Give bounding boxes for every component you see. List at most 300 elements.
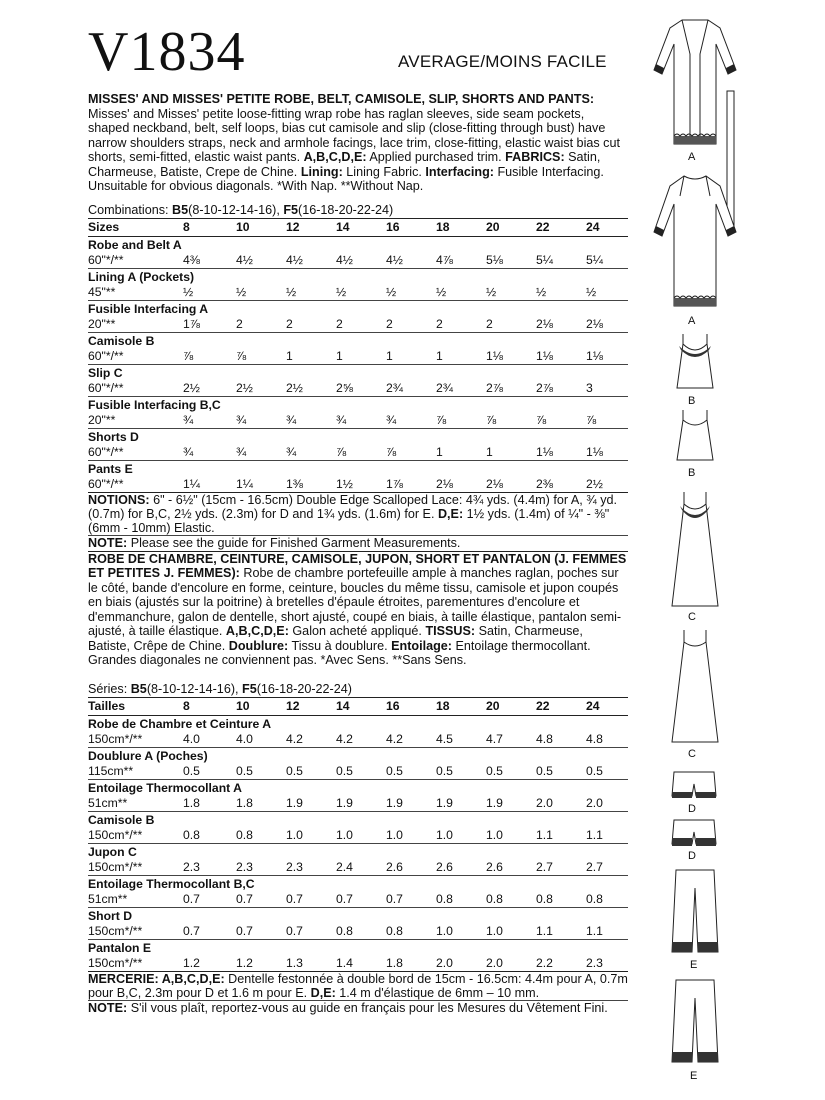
french-note: [88, 1000, 628, 1016]
yardage-cell: 4½: [236, 252, 253, 267]
figure-label: B: [688, 467, 696, 479]
yardage-row: [88, 764, 628, 780]
yardage-cell: 0.7: [236, 891, 253, 906]
yardage-cell: 0.5: [486, 763, 503, 778]
yardage-cell: ⅞: [586, 412, 597, 427]
yardage-row: [88, 828, 628, 844]
yardage-cell: 2.7: [536, 859, 553, 874]
fabric-width: 60"*/**: [88, 444, 124, 459]
yardage-cell: ⅞: [536, 412, 547, 427]
figure-label: A: [688, 151, 696, 163]
note-label: NOTE:: [88, 535, 128, 550]
fabric-group-label: Robe de Chambre et Ceinture A: [88, 716, 272, 731]
size-cell: 24: [586, 697, 628, 715]
notions-label: NOTIONS:: [88, 492, 150, 507]
yardage-cell: 2¾: [436, 380, 453, 395]
yardage-cell: 1.0: [486, 827, 503, 842]
yardage-cell: 2½: [236, 380, 253, 395]
fabric-group-label: Jupon C: [88, 843, 628, 860]
yardage-cell: ¾: [286, 412, 297, 427]
yardage-cell: ½: [386, 284, 397, 299]
size-cell: 16: [386, 218, 436, 236]
yardage-cell: 0.7: [183, 923, 200, 938]
yardage-cell: 4.0: [236, 731, 253, 746]
english-lining-label: Lining:: [300, 164, 343, 179]
french-lining-text: Tissu à doublure.: [291, 638, 388, 653]
fabric-width: 20"**: [88, 412, 116, 427]
yardage-cell: 1.0: [386, 827, 403, 842]
shorts-front-illustration: [670, 770, 718, 802]
yardage-cell: 1.4: [336, 956, 386, 972]
yardage-cell: ½: [183, 284, 194, 299]
french-trim-label: A,B,C,D,E:: [225, 624, 289, 638]
french-description: [88, 552, 628, 668]
french-fabrics-text: Satin, Charmeuse, Batiste, Crêpe de Chine.: [88, 624, 583, 653]
yardage-row: [88, 477, 628, 493]
yardage-row: [88, 349, 628, 365]
yardage-row: [88, 253, 628, 269]
english-lining-text: Lining Fabric.: [346, 164, 422, 179]
yardage-cell: 0.5: [586, 763, 603, 778]
yardage-row: [88, 381, 628, 397]
fabric-group-row: [88, 332, 628, 349]
figure-label: C: [688, 748, 696, 760]
yardage-cell: ½: [336, 284, 347, 299]
yardage-cell: ½: [236, 284, 247, 299]
camisole-plain-illustration: [665, 408, 725, 464]
yardage-cell: 1¼: [236, 477, 286, 493]
english-trim-label: A,B,C,D,E:: [303, 150, 367, 164]
yardage-cell: 4.2: [286, 731, 303, 746]
yardage-cell: 1⅛: [536, 444, 553, 459]
yardage-cell: 1⅞: [386, 477, 436, 493]
note-text: S'il vous plaît, reportez-vous au guide en français pour les Mesures du Vêtement Fini.: [130, 1000, 608, 1015]
notions-de-text: 1½ yds. (1.4m) of ¼" - ⅜" (6mm - 10mm) Elastic.: [88, 506, 610, 535]
figure-label: D: [688, 850, 696, 862]
yardage-cell: 0.7: [386, 891, 403, 906]
sizes-header-row: [88, 218, 628, 236]
yardage-cell: 2.7: [586, 859, 603, 874]
yardage-cell: 2.0: [586, 795, 603, 810]
french-description-text: Robe de chambre portefeuille ample à manches raglan, poches sur le côté, bande d'encolure en forme, ceinture, boucles du même tissu, camisole et jupon coupés en biais (ajustés sur la poitrine) à bretelles d'épaule étroites, parementures d'encolure et d'emmanchure, galon de dentelle, short ajusté, coupé en biais, à taille élastique, pantalon semi-ajusté, à taille élastique.: [88, 566, 622, 638]
yardage-cell: 1.1: [536, 827, 553, 842]
yardage-cell: 1.8: [236, 795, 253, 810]
combinations-label: Séries:: [88, 681, 128, 696]
combo-b5-sizes: (8-10-12-14-16),: [188, 202, 280, 217]
size-cell: 20: [486, 218, 536, 236]
size-cell: 16: [386, 697, 436, 715]
yardage-cell: 2.0: [436, 956, 486, 972]
fabric-width: 51cm**: [88, 795, 128, 810]
difficulty-label: AVERAGE/MOINS FACILE: [398, 52, 607, 71]
yardage-cell: 2: [336, 316, 343, 331]
fabric-width: 150cm*/**: [88, 956, 183, 972]
yardage-cell: 2: [486, 316, 493, 331]
yardage-row: [88, 956, 628, 972]
size-cell: 10: [236, 697, 286, 715]
yardage-cell: 2½: [183, 380, 200, 395]
yardage-cell: ½: [486, 284, 497, 299]
fabric-group-label: Shorts D: [88, 428, 628, 445]
fabric-group-label: Robe and Belt A: [88, 237, 182, 252]
size-cell: 10: [236, 218, 286, 236]
yardage-cell: 0.7: [236, 923, 253, 938]
yardage-cell: ⅞: [436, 412, 447, 427]
yardage-cell: ½: [586, 284, 597, 299]
notions-text: Dentelle festonnée à double bord de 15cm - 16.5cm: 4.4m pour A, 0.7m pour B,C, 2.3m pour D et 1.6 m pour E.: [88, 971, 628, 1000]
size-cell: 20: [486, 697, 536, 715]
yardage-cell: ⅞: [486, 412, 497, 427]
size-cell: 14: [336, 218, 386, 236]
size-cell: 8: [183, 697, 236, 715]
yardage-cell: 4.8: [536, 731, 553, 746]
yardage-cell: 5¼: [586, 252, 603, 267]
yardage-cell: ¾: [236, 412, 247, 427]
yardage-cell: 2¾: [386, 380, 403, 395]
yardage-cell: 1.0: [486, 923, 503, 938]
camisole-lace-illustration: [665, 332, 725, 392]
yardage-cell: 2⅛: [536, 316, 553, 331]
notions-text: 6" - 6½" (15cm - 16.5cm) Double Edge Scalloped Lace: 4¾ yds. (4.4m) for A, ¾ yd. (0.7m) for B,C, 2½ yds. (2.3m) for D and 1¾ yds. (1.6m) for E.: [88, 492, 618, 521]
yardage-cell: 0.5: [386, 763, 403, 778]
yardage-cell: 0.7: [286, 891, 303, 906]
fabric-width: 45"**: [88, 284, 116, 299]
notions-de-label: D,E:: [310, 985, 336, 1000]
size-cell: 22: [536, 218, 586, 236]
english-fabrics-text: Satin, Charmeuse, Batiste, Crepe de Chine.: [88, 150, 601, 179]
english-trim-text: Applied purchased trim.: [369, 150, 502, 164]
french-trim-text: Galon acheté appliqué.: [292, 624, 422, 638]
yardage-cell: 1: [386, 348, 393, 363]
yardage-cell: 2⅜: [536, 477, 586, 493]
pattern-number: V1834: [88, 21, 246, 83]
fabric-group-row: [88, 875, 628, 892]
fabric-group-row: [88, 811, 628, 828]
yardage-cell: 1⅜: [286, 477, 336, 493]
yardage-cell: 0.8: [236, 827, 253, 842]
yardage-row: [88, 892, 628, 908]
french-fabrics-label: TISSUS:: [425, 624, 476, 638]
yardage-cell: 4⅜: [183, 252, 200, 267]
fabric-group-label: Entoilage Thermocollant B,C: [88, 875, 628, 892]
yardage-cell: 0.7: [336, 891, 353, 906]
size-cell: 22: [536, 697, 586, 715]
yardage-cell: ¾: [236, 444, 247, 459]
yardage-cell: 1.0: [336, 827, 353, 842]
yardage-cell: 1⅛: [586, 444, 603, 459]
yardage-cell: 1.1: [586, 923, 603, 938]
yardage-cell: 1⅛: [486, 348, 503, 363]
fabric-group-row: [88, 364, 628, 381]
yardage-cell: 1.9: [336, 795, 353, 810]
yardage-cell: 2⅛: [586, 316, 603, 331]
fabric-group-row: [88, 843, 628, 860]
yardage-cell: ¾: [386, 412, 397, 427]
yardage-row: [88, 796, 628, 812]
yardage-cell: 4⅞: [436, 252, 453, 267]
yardage-cell: 1¼: [183, 477, 236, 493]
yardage-cell: 1.2: [183, 956, 236, 972]
yardage-cell: 4.0: [183, 731, 200, 746]
figure-label: D: [688, 803, 696, 815]
shorts-back-illustration: [670, 818, 718, 850]
size-cell: 12: [286, 218, 336, 236]
yardage-cell: 1.9: [386, 795, 403, 810]
fabric-group-label: Fusible Interfacing A: [88, 300, 628, 317]
fabric-group-row: [88, 939, 628, 956]
fabric-group-row: [88, 396, 628, 413]
yardage-cell: 0.8: [386, 923, 403, 938]
yardage-cell: ¾: [336, 412, 347, 427]
fabric-group-label: Camisole B: [88, 811, 628, 828]
yardage-cell: 2½: [286, 380, 303, 395]
combo-b5-code: B5: [172, 202, 189, 217]
fabric-group-row: [88, 268, 628, 285]
notions-de-label: D,E:: [437, 506, 464, 521]
fabric-width: 20"**: [88, 316, 116, 331]
robe-back-illustration: [650, 172, 740, 312]
yardage-cell: 2: [436, 316, 443, 331]
yardage-cell: 0.7: [286, 923, 303, 938]
yardage-cell: 0.8: [536, 891, 553, 906]
yardage-cell: 0.8: [586, 891, 603, 906]
fabric-width: 150cm*/**: [88, 827, 143, 842]
combo-f5-code: F5: [242, 681, 257, 696]
yardage-cell: 2.4: [336, 859, 353, 874]
figure-label: A: [688, 315, 696, 327]
fabric-group-row: [88, 747, 628, 764]
fabric-width: 60"*/**: [88, 477, 183, 493]
yardage-cell: 0.8: [183, 827, 200, 842]
yardage-cell: ½: [436, 284, 447, 299]
fabric-width: 150cm*/**: [88, 859, 143, 874]
fabric-width: 60"*/**: [88, 380, 124, 395]
pants-back-illustration: [670, 978, 720, 1066]
yardage-cell: 2.6: [486, 859, 503, 874]
yardage-cell: 1.2: [236, 956, 286, 972]
yardage-row: [88, 317, 628, 333]
fabric-width: 150cm*/**: [88, 731, 143, 746]
yardage-cell: 0.7: [183, 891, 200, 906]
yardage-cell: 0.5: [536, 763, 553, 778]
yardage-cell: 1.9: [436, 795, 453, 810]
yardage-cell: 2⅝: [336, 380, 353, 395]
fabric-group-row: [88, 779, 628, 796]
yardage-cell: 1.0: [286, 827, 303, 842]
yardage-cell: 4.2: [386, 731, 403, 746]
yardage-cell: 2.3: [236, 859, 253, 874]
yardage-cell: 1.8: [386, 956, 436, 972]
combo-f5-sizes: (16-18-20-22-24): [256, 681, 352, 696]
combo-b5-sizes: (8-10-12-14-16),: [146, 681, 239, 696]
yardage-cell: ¾: [286, 444, 297, 459]
yardage-cell: 4.8: [586, 731, 603, 746]
slip-plain-illustration: [662, 628, 728, 746]
size-cell: 18: [436, 697, 486, 715]
fabric-group-label: Pants E: [88, 460, 628, 477]
yardage-cell: 0.8: [486, 891, 503, 906]
yardage-cell: 0.5: [336, 763, 353, 778]
size-cell: 8: [183, 218, 236, 236]
yardage-cell: 4½: [286, 252, 303, 267]
yardage-cell: ⅞: [386, 444, 397, 459]
yardage-cell: 1: [436, 348, 443, 363]
yardage-cell: 2.0: [536, 795, 553, 810]
yardage-cell: ⅞: [236, 348, 247, 363]
yardage-cell: 1: [436, 444, 443, 459]
yardage-cell: 2.3: [183, 859, 200, 874]
size-cell: 18: [436, 218, 486, 236]
yardage-cell: 4.7: [486, 731, 503, 746]
english-yardage-table: [88, 218, 628, 493]
fabric-group-label: Doublure A (Poches): [88, 747, 628, 764]
yardage-cell: 0.5: [436, 763, 453, 778]
note-text: Please see the guide for Finished Garment Measurements.: [130, 535, 461, 550]
yardage-cell: 0.5: [183, 763, 200, 778]
yardage-row: [88, 860, 628, 876]
yardage-cell: 1.0: [436, 923, 453, 938]
fabric-group-row: [88, 428, 628, 445]
notions-label: MERCERIE: A,B,C,D,E:: [88, 971, 225, 986]
yardage-cell: 0.5: [236, 763, 253, 778]
english-interfacing-label: Interfacing:: [425, 164, 494, 179]
yardage-cell: ¾: [183, 412, 194, 427]
fabric-group-label: Lining A (Pockets): [88, 268, 628, 285]
french-yardage-table: [88, 697, 628, 972]
yardage-cell: 2.0: [486, 956, 536, 972]
yardage-cell: ½: [536, 284, 547, 299]
french-interfacing-text: Entoilage thermocollant. Grandes diagonales ne conviennent pas. *Avec Sens. **Sans Sens.: [88, 638, 591, 667]
fabric-width: 60"*/**: [88, 252, 124, 267]
yardage-cell: 0.8: [336, 923, 353, 938]
fabric-width: 60"*/**: [88, 348, 124, 363]
size-cell: 12: [286, 697, 336, 715]
yardage-cell: 2.3: [586, 956, 628, 972]
pants-front-illustration: [670, 868, 720, 956]
combo-f5-sizes: (16-18-20-22-24): [298, 202, 394, 217]
yardage-cell: 1½: [336, 477, 386, 493]
sizes-label: Tailles: [88, 697, 183, 715]
yardage-cell: 2: [236, 316, 243, 331]
fabric-group-label: Camisole B: [88, 332, 628, 349]
yardage-cell: 0.8: [436, 891, 453, 906]
yardage-cell: 1.9: [286, 795, 303, 810]
french-combinations: [88, 682, 628, 697]
french-title: ROBE DE CHAMBRE, CEINTURE, CAMISOLE, JUPON, SHORT ET PANTALON (J. FEMMES ET PETITES J. FEMMES):: [88, 551, 627, 580]
french-notions: [88, 972, 628, 1000]
yardage-cell: 1: [486, 444, 493, 459]
yardage-cell: 2⅞: [486, 380, 503, 395]
yardage-cell: 4½: [336, 252, 353, 267]
sizes-header-row: [88, 697, 628, 715]
english-combinations: [88, 203, 628, 218]
yardage-cell: 2: [386, 316, 393, 331]
fabric-group-label: Pantalon E: [88, 939, 628, 956]
yardage-cell: 2.6: [436, 859, 453, 874]
figure-label: E: [690, 959, 698, 971]
fabric-width: 150cm*/**: [88, 923, 143, 938]
main-column: [88, 92, 628, 1016]
fabric-width: 115cm**: [88, 763, 134, 778]
yardage-cell: 2½: [586, 477, 628, 493]
french-lining-label: Doublure:: [228, 638, 289, 653]
yardage-row: [88, 445, 628, 461]
english-description: [88, 92, 628, 194]
yardage-cell: 1.3: [286, 956, 336, 972]
notions-de-text: 1.4 m d'élastique de 6mm – 10 mm.: [339, 985, 540, 1000]
yardage-cell: 1⅞: [183, 316, 200, 331]
yardage-cell: 5¼: [536, 252, 553, 267]
yardage-cell: 0.5: [286, 763, 303, 778]
yardage-cell: 1⅛: [536, 348, 553, 363]
english-note: [88, 535, 628, 552]
english-notions: [88, 493, 628, 535]
yardage-cell: 5⅛: [486, 252, 503, 267]
yardage-cell: 4.5: [436, 731, 453, 746]
yardage-cell: 1⅛: [586, 348, 603, 363]
english-description-text: Misses' and Misses' petite loose-fitting wrap robe has raglan sleeves, side seam pockets, shaped neckband, belt, self loops, bias cut camisole and slip (close-fitting through bust) have narrow shoulders straps, neck and armhole facings, lace trim, close-fitting, elastic waist bias cut shorts, semi-fitted, elastic waist pants.: [88, 106, 620, 164]
yardage-cell: 4.2: [336, 731, 353, 746]
figure-label: C: [688, 611, 696, 623]
yardage-cell: 2⅞: [536, 380, 553, 395]
yardage-row: [88, 924, 628, 940]
figure-label: B: [688, 395, 696, 407]
yardage-cell: ⅞: [336, 444, 347, 459]
fabric-group-row: [88, 907, 628, 924]
yardage-row: [88, 285, 628, 301]
yardage-cell: 2⅛: [486, 477, 536, 493]
yardage-row: [88, 413, 628, 429]
yardage-cell: 1: [336, 348, 343, 363]
yardage-cell: 1.1: [536, 923, 553, 938]
fabric-group-label: Short D: [88, 907, 628, 924]
yardage-cell: 1.0: [436, 827, 453, 842]
figure-label: E: [690, 1070, 698, 1082]
size-cell: 24: [586, 218, 628, 236]
yardage-cell: 2: [286, 316, 293, 331]
yardage-cell: 4½: [386, 252, 403, 267]
yardage-cell: 1.1: [586, 827, 603, 842]
yardage-cell: 1.9: [486, 795, 503, 810]
french-interfacing-label: Entoilage:: [391, 638, 452, 653]
combo-f5-code: F5: [283, 202, 299, 217]
fabric-group-row: [88, 460, 628, 477]
yardage-cell: 2.6: [386, 859, 403, 874]
note-label: NOTE:: [88, 1000, 128, 1015]
yardage-cell: ⅞: [183, 348, 194, 363]
yardage-cell: 2⅛: [436, 477, 486, 493]
english-fabrics-label: FABRICS:: [505, 150, 565, 164]
yardage-cell: 2.2: [536, 956, 586, 972]
fabric-group-row: [88, 715, 628, 732]
fabric-group-row: [88, 300, 628, 317]
fabric-group-row: [88, 236, 628, 253]
english-title: MISSES' AND MISSES' PETITE ROBE, BELT, CAMISOLE, SLIP, SHORTS AND PANTS:: [88, 92, 595, 106]
fabric-group-label: Slip C: [88, 364, 628, 381]
english-interfacing-text: Fusible Interfacing. Unsuitable for obvious diagonals. *With Nap. **Without Nap.: [88, 164, 604, 193]
yardage-cell: 3: [586, 380, 593, 395]
yardage-cell: ½: [286, 284, 297, 299]
combo-b5-code: B5: [130, 681, 147, 696]
yardage-cell: 2.3: [286, 859, 303, 874]
yardage-row: [88, 732, 628, 748]
sizes-label: Sizes: [88, 218, 183, 236]
combinations-label: Combinations:: [88, 202, 169, 217]
yardage-cell: ¾: [183, 444, 194, 459]
fabric-group-label: Fusible Interfacing B,C: [88, 396, 628, 413]
fabric-group-label: Entoilage Thermocollant A: [88, 779, 628, 796]
fabric-width: 51cm**: [88, 891, 128, 906]
